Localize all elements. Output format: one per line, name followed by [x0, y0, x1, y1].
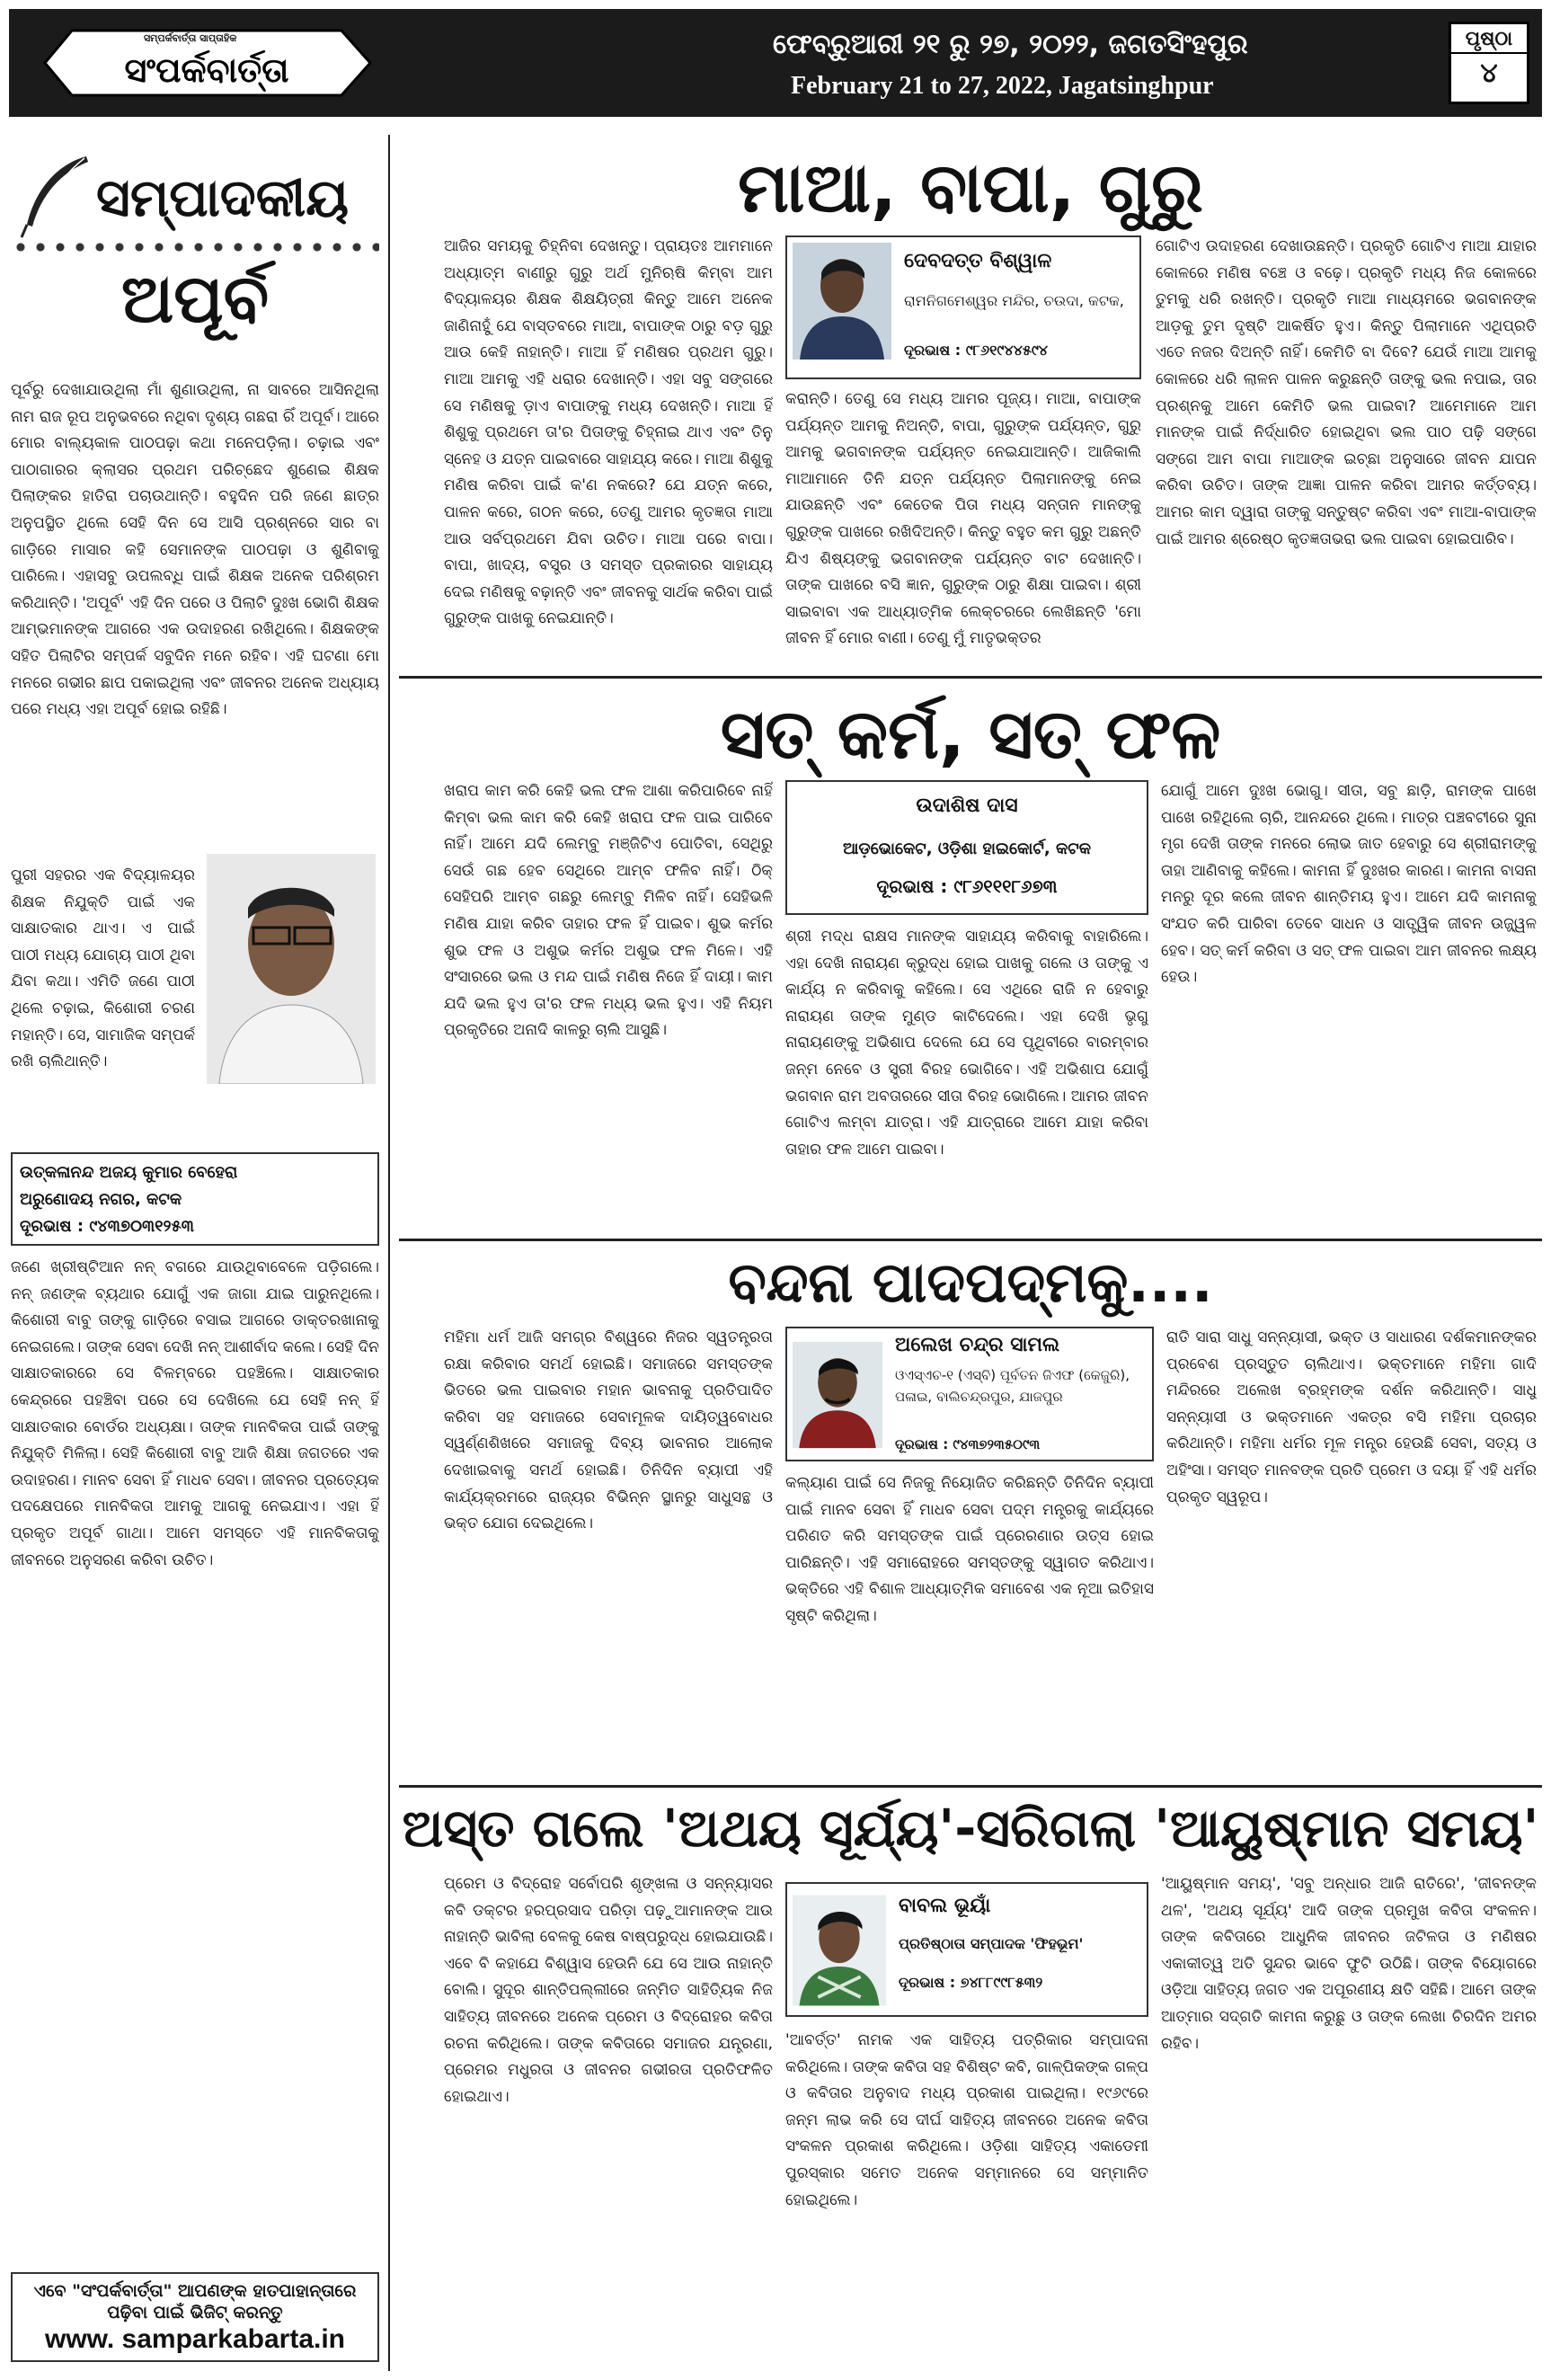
article-sat-karma-sat-phala	[399, 679, 1542, 1237]
masthead	[9, 9, 1542, 117]
article-3-headline: ବନ୍ଦନା ପାଦପଦ୍ମକୁ....	[728, 1249, 1213, 1315]
article-4-col-3: 'ଆୟୁଷ୍ମାନ ସମୟ', 'ସବୁ ଅନ୍ଧାର ଆଜି ରାତିରେ', 'ଜୀବନଙ୍କ ଥଳ', 'ଅଥୟ ସୂର୍ଯ୍ୟ' ଆଦି ତାଙ୍କ ପ୍ରମୁଖ କବିତା ସଂକଳନ। ତାଙ୍କ କବିତାରେ ଆଧୁନିକ ଜୀବନର ଜଟିଳତା ଓ ମଣିଷର ଏକାକୀତ୍ୱ ଅତି ସୁନ୍ଦର ଭାବେ ଫୁଟି ଉଠିଛି। ତାଙ୍କ ବିୟୋଗରେ ଓଡ଼ିଆ ସାହିତ୍ୟ ଜଗତ ଏକ ଅପୂରଣୀୟ କ୍ଷତି ସହିଛି। ଆମେ ତାଙ୍କ ଆତ୍ମାର ସଦ୍‌ଗତି କାମନା କରୁଛୁ ଓ ତାଙ୍କ ଲେଖା ଚିରଦିନ ଅମର ରହିବ।	[1161, 1875, 1537, 2053]
article-1-author-photo	[793, 243, 891, 360]
article-2-col-3: ଯୋଗୁଁ ଆମେ ଦୁଃଖ ଭୋଗୁ। ସୀତା, ସବୁ ଛାଡ଼ି, ରାମଙ୍କ ପାଖେ ପାଖେ ରହିଥିଲେ ଚାରି, ଆନନ୍ଦରେ ଥିଲେ। ମାତ୍ର ପଞ୍ଚବଟୀରେ ସୁନା ମୃଗ ଦେଖି ତାଙ୍କ ମନରେ ଲୋଭ ଜାତ ହେବାରୁ ସେ ଶ୍ରୀରାମଙ୍କୁ ତାହା ଆଣିବାକୁ କହିଲେ। କାମନା ହିଁ ଦୁଃଖର କାରଣ। କାମନା ବାସନା ମନରୁ ଦୂର କଲେ ଜୀବନ ଶାନ୍ତିମୟ ହୁଏ। ଆମେ ଯଦି କାମନାକୁ ସଂଯତ କରି ପାରିବା ତେବେ ସାଧନ ଓ ସାତ୍ତ୍ୱିକ ଜୀବନ ଉଜ୍ଜ୍ୱଳ ହେବ। ସତ୍ କର୍ମ କରିବା ଓ ସତ୍ ଫଳ ପାଇବା ଆମ ଜୀବନର ଲକ୍ଷ୍ୟ ହେଉ।	[1161, 782, 1537, 987]
article-divider-2	[399, 1239, 1542, 1241]
article-3-author-name: ଅଲେଖ ଚନ୍ଦ୍ର ସାମଲ	[895, 1334, 1060, 1356]
article-1-col-1: ଆଜିର ସମୟକୁ ଚିହ୍ନିବା ଦେଖନ୍ତୁ। ପ୍ରାୟତଃ ଆମମାନେ ଅଧ୍ୟାତ୍ମ ବାଣୀରୁ ଗୁରୁ ଅର୍ଥ ମୁନିଋଷି କିମ୍ବା ଆମ ବିଦ୍ୟାଳୟର ଶିକ୍ଷକ ଶିକ୍ଷୟିତ୍ରୀ କିନ୍ତୁ ଆମେ ଅନେକ ଜାଣିନାହୁଁ ଯେ ବାସ୍ତବରେ ମାଆ, ବାପାଙ୍କ ଠାରୁ ବଡ଼ ଗୁରୁ ଆଉ କେହି ନାହାନ୍ତି। ମାଆ ହିଁ ମଣିଷର ପ୍ରଥମ ଗୁରୁ। ମାଆ ଆମକୁ ଏହି ଧରାର ଦେଖାନ୍ତି। ଏହା ସବୁ ସଙ୍ଗରେ ସେ ମଣିଷକୁ ଡ଼ାଏ ବାପାଙ୍କୁ ମଧ୍ୟ ଦେଖନ୍ତି। ମାଆ ହିଁ ଶିଶୁକୁ ପ୍ରଥମେ ତା'ର ପିତାଙ୍କୁ ଚିହ୍ନାଇ ଥାଏ ଏବଂ ତିନୁ ସ୍ନେହ ଓ ଯତ୍ନ ପାଇବାରେ ସାହାଯ୍ୟ କରେ। ମାଆ ଶିଶୁକୁ ମଣିଷ କରିବା ପାଇଁ କ'ଣ ନକରେ? ଯେ ଯତ୍ନ କରେ, ପାଳନ କରେ, ଗଠନ କରେ, ତେଣୁ ଆମର କୃତଜ୍ଞତା ମାଆ ଆଉ ସର୍ବପ୍ରଥମେ ଯିବା ଉଚିତ। ମାଆ ପରେ ବାପା। ବାପା, ଖାଦ୍ୟ, ବସ୍ତ୍ର ଓ ସମସ୍ତ ପ୍ରକାରର ସାହାଯ୍ୟ ଦେଇ ମଣିଷକୁ ବଢ଼ାନ୍ତି ଏବଂ ଜୀବନକୁ ସାର୍ଥକ କରିବା ପାଇଁ ଗୁରୁଙ୍କ ପାଖକୁ ନେଇଯାନ୍ତି।	[444, 237, 773, 628]
logo-title: ସଂପର୍କବାର୍ତ୍ତା	[124, 50, 289, 90]
author-photo	[207, 854, 376, 1084]
article-4-author-name: ବାବଲ ଭୂୟାଁ	[899, 1895, 991, 1917]
column-divider	[388, 135, 390, 2371]
article-1-headline: ମାଆ, ବାପା, ଗୁରୁ	[738, 147, 1203, 227]
editorial-author-address: ଅରୁଣୋଦୟ ନଗର, କଟକ	[20, 1190, 182, 1209]
article-2-col-2: ଶ୍ରୀ ମଦ୍ଧ ରାକ୍ଷସ ମାନଙ୍କ ସାହାଯ୍ୟ କରିବାକୁ ବାହାରିଲେ। ଏହା ଦେଖି ନାରାୟଣ କ୍ରୁଦ୍ଧ ହୋଇ ପାଖକୁ ଗଲେ ଓ ତାଙ୍କୁ ଏ କାର୍ଯ୍ୟ ନ କରିବାକୁ କହିଲେ। ସେ ଏଥିରେ ରାଜି ନ ହେବାରୁ ନାରାୟଣ ତାଙ୍କ ମୁଣ୍ଡ କାଟିଦେଲେ। ଏହା ଦେଖି ଭୃଗୁ ନାରାୟଣଙ୍କୁ ଅଭିଶାପ ଦେଲେ ଯେ ସେ ପୃଥିବୀରେ ବାରମ୍ବାର ଜନ୍ମ ନେବେ ଓ ସ୍ତ୍ରୀ ବିରହ ଭୋଗିବେ। ଏହି ଅଭିଶାପ ଯୋଗୁଁ ଭଗବାନ ରାମ ଅବତାରରେ ସୀତା ବିରହ ଭୋଗିଲେ। ଆମର ଜୀବନ ଗୋଟିଏ ଲମ୍ବା ଯାତ୍ରା। ଏହି ଯାତ୍ରାରେ ଆମେ ଯାହା କରିବା ତାହାର ଫଳ ଆମେ ପାଇବା।	[785, 928, 1148, 1159]
editorial-column	[11, 135, 379, 2371]
article-2-author-address: ଆଡ଼ଭୋକେଟ, ଓଡ଼ିଶା ହାଇକୋର୍ଟ, କଟକ	[842, 839, 1092, 858]
editorial-text-3: ଜଣେ ଖ୍ରୀଷ୍ଟିଆନ ନନ୍ ବଗରେ ଯାଉଥିବାବେଳେ ପଡ଼ିଗଲେ। ନନ୍ ଜଣଙ୍କ ବ୍ୟଥାର ଯୋଗୁଁ ଏକ ଜାଗା ଯାଇ ପାରୁନଥିଲେ। କିଶୋରୀ ବାବୁ ତାଙ୍କୁ ଗାଡ଼ିରେ ବସାଇ ଆଗରେ ଡାକ୍ତରଖାନାକୁ ନେଇଗଲେ। ତାଙ୍କ ସେବା ଦେଖି ନନ୍ ଆଶୀର୍ବାଦ କଲେ। ସେହି ଦିନ ସାକ୍ଷାତକାରରେ ସେ ବିଳମ୍ବରେ ପହଞ୍ଚିଲେ। ସାକ୍ଷାତକାର କେନ୍ଦ୍ରରେ ପହଞ୍ଚିବା ପରେ ସେ ଦେଖିଲେ ଯେ ସେହି ନନ୍ ହିଁ ସାକ୍ଷାତକାର ବୋର୍ଡର ଅଧ୍ୟକ୍ଷା। ତାଙ୍କ ମାନବିକତା ପାଇଁ ତାଙ୍କୁ ନିଯୁକ୍ତି ମିଳିଲା। ସେହି କିଶୋରୀ ବାବୁ ଆଜି ଶିକ୍ଷା ଜଗତରେ ଏକ ଉଦାହରଣ। ମାନବ ସେବା ହିଁ ମାଧବ ସେବା। ଜୀବନର ପ୍ରତ୍ୟେକ ପଦକ୍ଷେପରେ ମାନବିକତା ଆମକୁ ଆଗକୁ ନେଇଯାଏ। ଏହା ହିଁ ପ୍ରକୃତ ଅପୂର୍ବ ଗାଥା। ଆମେ ସମସ୍ତେ ଏହି ମାନବିକତାକୁ ଜୀବନରେ ଅନୁସରଣ କରିବା ଉଚିତ।	[11, 1258, 379, 1569]
issue-date-english: February 21 to 27, 2022, Jagatsinghpur	[791, 72, 1214, 100]
quill-pen-icon	[14, 151, 95, 241]
newspaper-logo	[36, 27, 377, 99]
article-4-author-role: ପ୍ରତିଷ୍ଠାତା ସମ୍ପାଦକ 'ଫିହଭୂମ'	[899, 1935, 1084, 1952]
website-promo-line-2: ପଢ଼ିବା ପାଇଁ ଭିଜିଟ୍ କରନ୍ତୁ	[107, 2303, 283, 2322]
article-maa-bapa-guru	[399, 135, 1542, 674]
article-2-headline: ସତ୍ କର୍ମ, ସତ୍ ଫଳ	[720, 694, 1221, 774]
article-1-author-address: ରାମନିଗମେଶ୍ୱର ମନ୍ଦିର, ଚଉଦା, କଟକ,	[904, 292, 1124, 309]
article-4-col-1: ପ୍ରେମ ଓ ବିଦ୍ରୋହ ସର୍ବୋପରି ଶୃଙ୍ଖଳା ଓ ସନ୍ନ୍ୟାସର କବି ଡକ୍ଟର ହରପ୍ରସାଦ ପରିଡ଼ା ପଢ଼ୁଆମାନଙ୍କ ଆଉ ନାହାନ୍ତି ଭାବିଲା ବେଳକୁ କେଷ ବାଷ୍ପରୁଦ୍ଧ ହୋଇଯାଉଛି। ଏବେ ବି କହାଯେ ବିଶ୍ୱାସ ହେଉନି ଯେ ସେ ଆଉ ନାହାନ୍ତି ବୋଲି। ସୁଦୂର ଶାନ୍ତିପଲ୍ଲୀରେ ଜନ୍ମିତ ସାହିତ୍ୟିକ ନିଜ ସାହିତ୍ୟ ଜୀବନରେ ଅନେକ ପ୍ରେମ ଓ ବିଦ୍ରୋହର କବିତା ରଚନା କରିଥିଲେ। ତାଙ୍କ କବିତାରେ ସମାଜର ଯନ୍ତ୍ରଣା, ପ୍ରେମର ମଧୁରତା ଓ ଜୀବନର ଗଭୀରତା ପ୍ରତିଫଳିତ ହୋଇଥାଏ।	[444, 1875, 773, 2106]
article-2-author-name: ଉଦାଶିଷ ଦାସ	[916, 795, 1018, 817]
editorial-author-phone: ଦୂରଭାଷ : ୯୪୩୭୦୩୧୨୫୩	[20, 1217, 194, 1236]
article-4-headline: ଅସ୍ତ ଗଲେ 'ଅଥୟ ସୂର୍ଯ୍ୟ'-ସରିଗଲା 'ଆୟୁଷ୍ମାନ ସମୟ'	[402, 1798, 1539, 1859]
page-number: ୪	[1480, 58, 1498, 89]
editorial-author-box	[11, 1152, 379, 1246]
article-4-byline	[785, 1882, 1148, 2017]
website-promo-line-1: ଏବେ "ସଂପର୍କବାର୍ତ୍ତା" ଆପଣଙ୍କ ହାତପାହାନ୍ତାରେ	[33, 2281, 357, 2301]
article-3-col-2: କଲ୍ୟାଣ ପାଇଁ ସେ ନିଜକୁ ନିୟୋଜିତ କରିଛନ୍ତି ତିନିଦିନ ବ୍ୟାପୀ ପାଇଁ ମାନବ ସେବା ହିଁ ମାଧବ ସେବା ପଦ୍ମ ମନ୍ତ୍ରକୁ କାର୍ଯ୍ୟରେ ପରିଣତ କରି ସମସ୍ତଙ୍କ ପାଇଁ ପ୍ରେରଣାର ଉତ୍ସ ହୋଇ ପାରିଛନ୍ତି। ଏହି ସମାରୋହରେ ସମସ୍ତଙ୍କୁ ସ୍ୱାଗତ କରିଥାଏ। ଭକ୍ତିରେ ଏହି ବିଶାଳ ଆଧ୍ୟାତ୍ମିକ ସମାବେଶ ଏକ ନୂଆ ଇତିହାସ ସୃଷ୍ଟି କରିଥିଲା।	[785, 1474, 1154, 1625]
article-3-author-photo	[793, 1334, 882, 1456]
website-url: www. samparkabarta.in	[44, 2324, 345, 2354]
article-bandana-padapadmaku	[399, 1242, 1542, 1781]
editorial-text-1: ପୂର୍ବରୁ ଦେଖାଯାଉଥିଲା ମାଁ ଶୁଣାଉଥିଲା, ନା ସାବରେ ଆସିନଥିଲା ନାମ ରାଜ ରୂପ ଅନୁଭବରେ ନଥିବା ଦୃଶ୍ୟ ଗଛରା ରିଁ ଅପୂର୍ବ। ଆରେ ମୋର ବାଲ୍ୟକାଳ ପାଠପଢ଼ା କଥା ମନେପଡ଼ିଲା। ଚଢ଼ାଇ ଏବଂ ପାଠାଗାରର କ୍ଲାସର ପ୍ରଥମ ପରିଚ୍ଛେଦ ଶୁଣେଇ ଶିକ୍ଷକ ପିଲାଙ୍କର ହାତିରା ପଚାଉଥାନ୍ତି। ବହୁଦିନ ପରି ଜଣେ ଛାତ୍ର ଅନୁପସ୍ଥିତ ଥିଲେ ସେହି ଦିନ ସେ ଆସି ପ୍ରଶ୍ନରେ ସାର ବା ଗାଡ଼ିରେ ମାସାର କହି ସେମାନଙ୍କ ପାଠପଢ଼ା ଓ ଶୁଣିବାକୁ ପାରିଲେ। ଏହାସବୁ ଉପଲବ୍ଧି ପାଇଁ ଶିକ୍ଷକ ଅନେକ ପରିଶ୍ରମ କରିଥାନ୍ତି। 'ଅପୂର୍ବ' ଏହି ଦିନ ପରେ ଓ ପିଲାଟି ଦୁଃଖ ଭୋଗି ଶିକ୍ଷକ ଆମ୍ଭମାନଙ୍କ ଆଗରେ ଏକ ଉଦାହରଣ ରଖିଥିଲେ। ଶିକ୍ଷକଙ୍କ ସହିତ ପିଲାଟିର ସମ୍ପର୍କ ସବୁଦିନ ମନେ ରହିବ। ଏହି ଘଟଣା ମୋ ମନରେ ଗଭୀର ଛାପ ପକାଇଥିଲା ଏବଂ ଜୀବନର ଅନେକ ଅଧ୍ୟାୟ ପରେ ମଧ୍ୟ ଏହା ଅପୂର୍ବ ହୋଇ ରହିଛି।	[11, 381, 379, 719]
article-3-col-1: ମହିମା ଧର୍ମ ଆଜି ସମଗ୍ର ବିଶ୍ୱରେ ନିଜର ସ୍ୱତନ୍ତ୍ରତା ରକ୍ଷା କରିବାର ସମର୍ଥ ହୋଇଛି। ସମାଜରେ ସମସ୍ତଙ୍କ ଭିତରେ ଭଲ ପାଇବାର ମହାନ ଭାବନାକୁ ପ୍ରତିପାଦିତ କରିବା ସହ ସମାଜରେ ସେବାମୂଳକ ଦାୟିତ୍ୱବୋଧର ସ୍ୱର୍ଣ୍ଣଶିଖରେ ସମାଜକୁ ଦିବ୍ୟ ଭାବନାର ଆଲୋକ ଦେଖାଇବାକୁ ସମର୍ଥ ହୋଇଛି। ତିନିଦିନ ବ୍ୟାପୀ ଏହି କାର୍ଯ୍ୟକ୍ରମରେ ରାଜ୍ୟର ବିଭିନ୍ନ ସ୍ଥାନରୁ ସାଧୁସନ୍ଥ ଓ ଭକ୍ତ ଯୋଗ ଦେଇଥିଲେ।	[444, 1328, 773, 1533]
article-3-author-phone: ଦୂରଭାଷ : ୯୪୩୭୨୩୫୦୯୩	[895, 1436, 1041, 1452]
article-divider-1	[399, 676, 1542, 679]
article-divider-3	[399, 1785, 1542, 1788]
editorial-header	[11, 147, 379, 246]
article-asta-gale-athaya-surya	[399, 1789, 1542, 2373]
article-1-author-name: ଦେବଦତ୍ତ ବିଶ୍ୱାଳ	[904, 250, 1052, 272]
article-1-col-3: ଗୋଟିଏ ଉଦାହରଣ ଦେଖାଉଛନ୍ତି। ପ୍ରକୃତି ଗୋଟିଏ ମାଆ ଯାହାର କୋଳରେ ମଣିଷ ବଞ୍ଚେ ଓ ବଢ଼େ। ପ୍ରକୃତି ମଧ୍ୟ ନିଜ କୋଳରେ ତୁମକୁ ଧରି ରଖନ୍ତି। ପ୍ରକୃତି ମାଆ ମାଧ୍ୟମରେ ଭଗବାନଙ୍କ ଆଡ଼କୁ ତୁମ ଦୃଷ୍ଟି ଆକର୍ଷିତ ହୁଏ। କିନ୍ତୁ ପିଲାମାନେ ଏଥିପ୍ରତି ଏତେ ନଜର ଦିଅନ୍ତି ନାହିଁ। କେମିତି ବା ଦିବେ? ଯେଉଁ ମାଆ ଆମକୁ କୋଳରେ ଧରି ଲାଳନ ପାଳନ କରୁଛନ୍ତି ତାଙ୍କୁ ଭଲ ନପାଇ, ତାର ପ୍ରଶ୍ନକୁ ଆମେ କେମିତି ଭଲ ପାଇବା? ଆମେମାନେ ଆମ ମାନଙ୍କ ପାଇଁ ନିର୍ଦ୍ଧାରିତ ହୋଇଥିବା ଭଲ ପାଠ ପଢ଼ି ସଙ୍ଗେ ସଙ୍ଗେ ଆମ ବାପା ମାଆଙ୍କ ଇଚ୍ଛା ଅନୁସାରେ ଜୀବନ ଯାପନ କରିବା ଉଚିତ। ତାଙ୍କ ଆଜ୍ଞା ପାଳନ କରିବା ଆମର କର୍ତ୍ତବ୍ୟ। ଆମର କାମ ଦ୍ୱାରା ତାଙ୍କୁ ସନ୍ତୁଷ୍ଟ କରିବା ଏବଂ ମାଆ-ବାପାଙ୍କ ପାଇଁ ଆମର ଶ୍ରେଷ୍ଠ କୃତଜ୍ଞତାଭରା ଭଲ ପାଇବା ହୋଇପାରିବ।	[1156, 237, 1537, 548]
editorial-heading: ଅପୂର୍ବ	[120, 261, 270, 338]
article-1-col-2: କରାନ୍ତି। ତେଣୁ ସେ ମଧ୍ୟ ଆମର ପୂଜ୍ୟ। ମାଆ, ବାପାଙ୍କ ପର୍ଯ୍ୟନ୍ତ ଆମକୁ ନିଅନ୍ତି, ବାପା, ଗୁରୁଙ୍କ ପର୍ଯ୍ୟନ୍ତ, ଗୁରୁ ଆମକୁ ଭଗବାନଙ୍କ ପର୍ଯ୍ୟନ୍ତ ନେଇଯାଆନ୍ତି। ଆଜିକାଲି ମାଆମାନେ ତିନି ଯତ୍ନ ପର୍ଯ୍ୟନ୍ତ ପିଲାମାନଙ୍କୁ ନେଇ ଯାଉଛନ୍ତି ଏବଂ କେତେକ ପିତା ମଧ୍ୟ ସନ୍ତାନ ମାନଙ୍କୁ ଗୁରୁଙ୍କ ପାଖରେ ରଖିଦିଅନ୍ତି। କିନ୍ତୁ ବହୁତ କମ ଗୁରୁ ଅଛନ୍ତି ଯିଏ ଶିଷ୍ୟଙ୍କୁ ଭଗବାନଙ୍କ ପର୍ଯ୍ୟନ୍ତ ବାଟ ଦେଖାନ୍ତି। ତାଙ୍କ ପାଖରେ ବସି ଜ୍ଞାନ, ଗୁରୁଙ୍କ ଠାରୁ ଶିକ୍ଷା ପାଇବା। ଶ୍ରୀ ସାଇବାବା ଏକ ଆଧ୍ୟାତ୍ମିକ ଲେକ୍ଚରରେ ଲେଖିଛନ୍ତି 'ମୋ ଜୀବନ ହିଁ ମୋର ବାଣୀ। ତେଣୁ ମୁଁ ମାତୃଭକ୍ତର	[785, 390, 1141, 648]
website-promo-box	[11, 2272, 379, 2362]
article-3-author-role: ଓଏସ୍‌ଏଚ-୧ (ଏସ୍‌ବି) ପୂର୍ବତନ ଜିଏଫ (କେଜୁରି), ପଳାଇ, ବାଲିଚନ୍ଦ୍ରପୁର, ଯାଜପୁର	[895, 1367, 1130, 1405]
article-2-byline	[785, 780, 1148, 915]
article-1-byline	[785, 235, 1141, 379]
article-4-col-2: 'ଆବର୍ତ୍ତ' ନାମକ ଏକ ସାହିତ୍ୟ ପତ୍ରିକାର ସମ୍ପାଦନା କରିଥିଲେ। ତାଙ୍କ କବିତା ସହ ବିଶିଷ୍ଟ କବି, ଗାଳ୍ପିକଙ୍କ ଗଳ୍ପ ଓ କବିତାର ଅନୁବାଦ ମଧ୍ୟ ପ୍ରକାଶ ପାଇଥିଲା। ୧୯୬୯ରେ ଜନ୍ମ ଲାଭ କରି ସେ ଦୀର୍ଘ ସାହିତ୍ୟ ଜୀବନରେ ଅନେକ କବିତା ସଂକଳନ ପ୍ରକାଶ କରିଥିଲେ। ଓଡ଼ିଶା ସାହିତ୍ୟ ଏକାଡେମୀ ପୁରସ୍କାର ସମେତ ଅନେକ ସମ୍ମାନରେ ସେ ସମ୍ମାନିତ ହୋଇଥିଲେ।	[785, 2031, 1148, 2209]
article-3-col-3: ରାତି ସାରା ସାଧୁ ସନ୍ନ୍ୟାସୀ, ଭକ୍ତ ଓ ସାଧାରଣ ଦର୍ଶକମାନଙ୍କର ପ୍ରବେଶ ପ୍ରସ୍ତୁତ ଚାଲିଥାଏ। ଭକ୍ତମାନେ ମହିମା ଗାଦି ମନ୍ଦିରରେ ଅଲେଖ ବ୍ରହ୍ମଙ୍କ ଦର୍ଶନ କରିଥାନ୍ତି। ସାଧୁ ସନ୍ନ୍ୟାସୀ ଓ ଭକ୍ତମାନେ ଏକତ୍ର ବସି ମହିମା ପ୍ରଚାର କରିଥାନ୍ତି। ମହିମା ଧର୍ମର ମୂଳ ମନ୍ତ୍ର ହେଉଛି ସେବା, ସତ୍ୟ ଓ ଅହିଂସା। ସମସ୍ତ ମାନବଙ୍କ ପ୍ରତି ପ୍ରେମ ଓ ଦୟା ହିଁ ଏହି ଧର୍ମର ପ୍ରକୃତ ସ୍ୱରୂପ।	[1166, 1328, 1537, 1506]
article-4-author-photo	[793, 1889, 886, 2011]
article-4-author-phone: ଦୂରଭାଷ : ୭୪୮୮୯୯୮୫୩୨	[899, 1974, 1043, 1991]
page-number-box	[1449, 22, 1529, 104]
logo-tagline: ସମ୍ପର୍କବାର୍ତ୍ତା ସାପ୍ତାହିକ	[144, 32, 237, 44]
editorial-text-2: ପୁରୀ ସହରର ଏକ ବିଦ୍ୟାଳୟର ଶିକ୍ଷକ ନିଯୁକ୍ତି ପାଇଁ ଏକ ସାକ୍ଷାତକାର ଥାଏ। ଏ ପାଇଁ ପାଠୀ ମଧ୍ୟ ଯୋଗ୍ୟ ପାଠୀ ଥିବା ଯିବା କଥା। ଏମିତି ଜଣେ ପାଠୀ ଥିଲେ ଚଢ଼ାଇ, କିଶୋରୀ ଚରଣ ମହାନ୍ତି। ସେ, ସାମାଜିକ ସମ୍ପର୍କ ରଖି ଚାଲିଥାନ୍ତି।	[11, 866, 195, 1071]
article-2-col-1: ଖରାପ କାମ କରି କେହି ଭଲ ଫଳ ଆଶା କରିପାରିବେ ନାହିଁ କିମ୍ବା ଭଲ କାମ କରି କେହି ଖରାପ ଫଳ ପାଇ ପାରିବେ ନାହିଁ। ଆମେ ଯଦି ଲେମ୍ବୁ ମଞ୍ଜିଟିଏ ପୋତିବା, ସେଥିରୁ ସେଉଁ ଗଛ ହେବ ସେଥିରେ ଆମ୍ବ ଫଳିବ ନାହିଁ। ଠିକ୍ ସେହିପରି ଆମ୍ବ ଗଛରୁ ଲେମ୍ବୁ ମିଳିବ ନାହିଁ। ସେହିଭଳି ମଣିଷ ଯାହା କରିବ ତାହାର ଫଳ ହିଁ ପାଇବ। ଶୁଭ କର୍ମର ଶୁଭ ଫଳ ଓ ଅଶୁଭ କର୍ମର ଅଶୁଭ ଫଳ ମିଳେ। ଏହି ସଂସାରରେ ଭଲ ଓ ମନ୍ଦ ପାଇଁ ମଣିଷ ନିଜେ ହିଁ ଦାୟୀ। କାମ ଯଦି ଭଲ ହୁଏ ତା'ର ଫଳ ମଧ୍ୟ ଭଲ ହୁଏ। ଏହି ନିୟମ ପ୍ରକୃତିରେ ଅନାଦି କାଳରୁ ଚାଲି ଆସୁଛି।	[444, 782, 773, 1040]
issue-date-odia: ଫେବ୍ରୁଆରୀ ୨୧ ରୁ ୨୭, ୨୦୨୨, ଜଗତସିଂହପୁର	[773, 29, 1248, 60]
article-2-author-phone: ଦୂରଭାଷ : ୯୮୬୧୧୧୮୬୭୩	[876, 875, 1058, 897]
dotted-divider	[11, 241, 379, 253]
page-label: ପୃଷ୍ଠା	[1451, 24, 1527, 54]
editorial-section-title: ସମ୍ପାଦକୀୟ	[96, 167, 350, 228]
article-1-author-phone: ଦୂରଭାଷ : ୯୮୬୧୯୪୪୫୯୪	[904, 342, 1049, 359]
editorial-author-name: ଉତ୍କଳାନନ୍ଦ ଅଜୟ କୁମାର ବେହେରା	[20, 1163, 238, 1182]
article-3-byline	[785, 1327, 1154, 1461]
